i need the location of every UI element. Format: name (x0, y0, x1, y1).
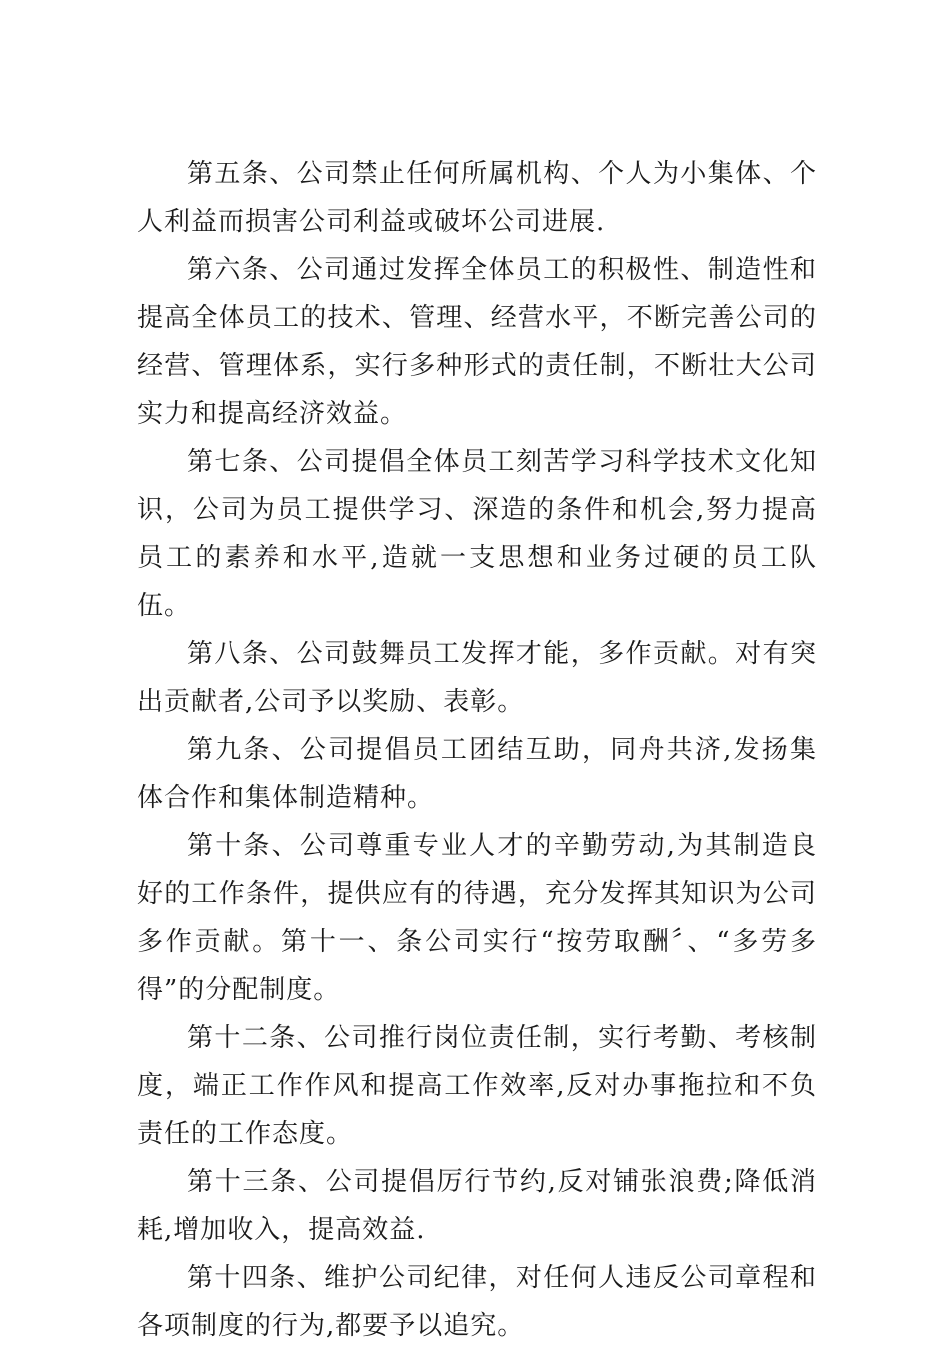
article-13-paragraph: 第十三条、公司提倡厉行节约,反对铺张浪费;降低消耗,增加收入，提高效益. (137, 1167, 817, 1245)
article-6-paragraph: 第六条、公司通过发挥全体员工的积极性、制造性和提高全体员工的技术、管理、经营水平，不断完善公司的经营、管理体系，实行多种形式的责任制，不断壮大公司实力和提高经济效益。 (137, 255, 817, 429)
article-9-paragraph: 第九条、公司提倡员工团结互助，同舟共济,发扬集体合作和集体制造精种。 (137, 735, 817, 813)
article-7-paragraph: 第七条、公司提倡全体员工刻苦学习科学技术文化知识，公司为员工提供学习、深造的条件和机会,努力提高员工的素养和水平,造就一支思想和业务过硬的员工队伍。 (137, 447, 817, 621)
article-5-paragraph: 第五条、公司禁止任何所属机构、个人为小集体、个人利益而损害公司利益或破坏公司进展. (137, 159, 817, 237)
article-12-paragraph: 第十二条、公司推行岗位责任制，实行考勤、考核制度，端正工作作风和提高工作效率,反对办事拖拉和不负责任的工作态度。 (137, 1023, 817, 1149)
article-14-paragraph: 第十四条、维护公司纪律，对任何人违反公司章程和各项制度的行为,都要予以追究。 (137, 1263, 817, 1341)
article-10-11-paragraph: 第十条、公司尊重专业人才的辛勤劳动,为其制造良好的工作条件，提供应有的待遇，充分发挥其知识为公司多作贡献。第十一、条公司实行“按劳取酬〞、“多劳多得”的分配制度。 (137, 831, 817, 1005)
document-body (137, 150, 817, 1350)
article-8-paragraph: 第八条、公司鼓舞员工发挥才能，多作贡献。对有突出贡献者,公司予以奖励、表彰。 (137, 639, 817, 717)
